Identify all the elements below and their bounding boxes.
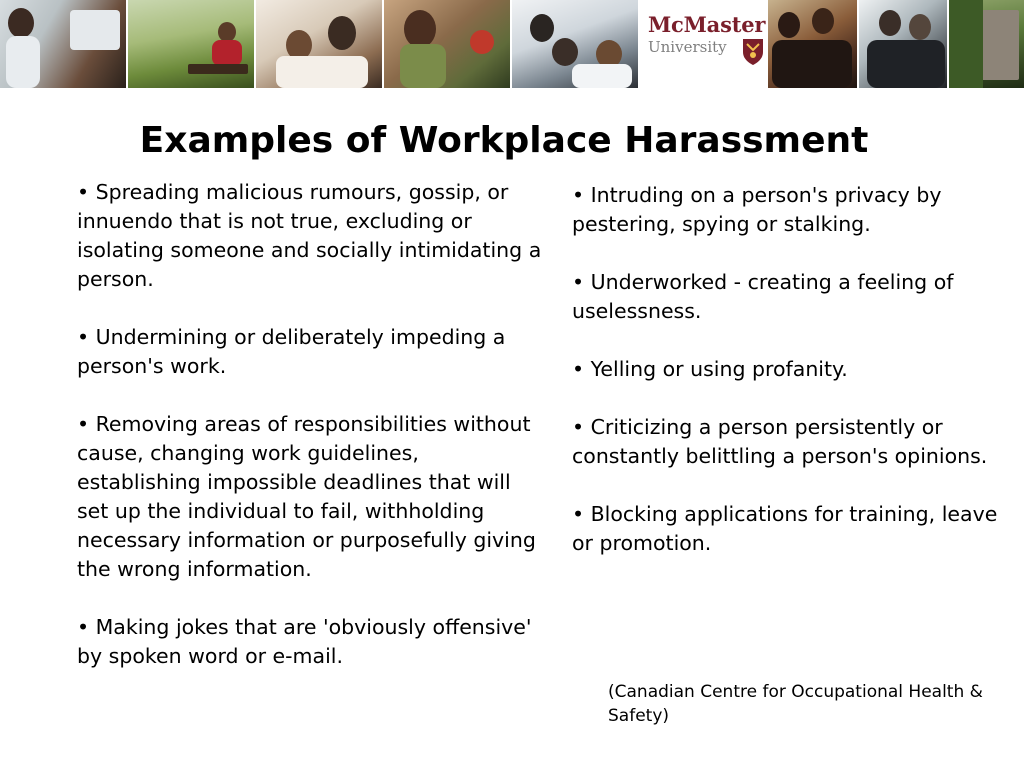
- list-item: • Criticizing a person persistently or constantly belittling a person's opinions.: [572, 415, 988, 468]
- banner-photo-group: [768, 0, 857, 88]
- banner-photo-students: [512, 0, 638, 88]
- banner-photo-campus: [128, 0, 254, 88]
- banner-photo-lab: [256, 0, 382, 88]
- mcmaster-logo: [640, 0, 766, 88]
- source-citation: (Canadian Centre for Occupational Health & Safety): [608, 682, 983, 726]
- banner-photo-meeting: [859, 0, 948, 88]
- header-banner: [0, 0, 1024, 88]
- list-item: • Making jokes that are 'obviously offensive' by spoken word or e-mail.: [77, 615, 532, 668]
- crest-icon: [742, 38, 764, 66]
- left-column: [77, 178, 547, 671]
- banner-photo-greenhouse: [384, 0, 510, 88]
- right-column: [572, 181, 1002, 558]
- logo-name: McMaster: [648, 12, 766, 37]
- list-item: • Spreading malicious rumours, gossip, or innuendo that is not true, excluding or isolating someone and socially intimidating a person.: [77, 180, 542, 291]
- logo-subtitle: University: [648, 38, 727, 56]
- list-item: • Removing areas of responsibilities without cause, changing work guidelines, establishing impossible deadlines that will set up the individual to fail, withholding necessary information or purposefully giving the wrong information.: [77, 412, 536, 581]
- list-item: • Underworked - creating a feeling of uselessness.: [572, 270, 954, 323]
- list-item: • Blocking applications for training, leave or promotion.: [572, 502, 998, 555]
- slide-title: Examples of Workplace Harassment: [139, 120, 869, 161]
- banner-photo-lecture: [0, 0, 126, 88]
- list-item: • Undermining or deliberately impeding a person's work.: [77, 325, 506, 378]
- list-item: • Yelling or using profanity.: [572, 357, 848, 381]
- banner-photo-building: [949, 0, 1024, 88]
- list-item: • Intruding on a person's privacy by pestering, spying or stalking.: [572, 183, 942, 236]
